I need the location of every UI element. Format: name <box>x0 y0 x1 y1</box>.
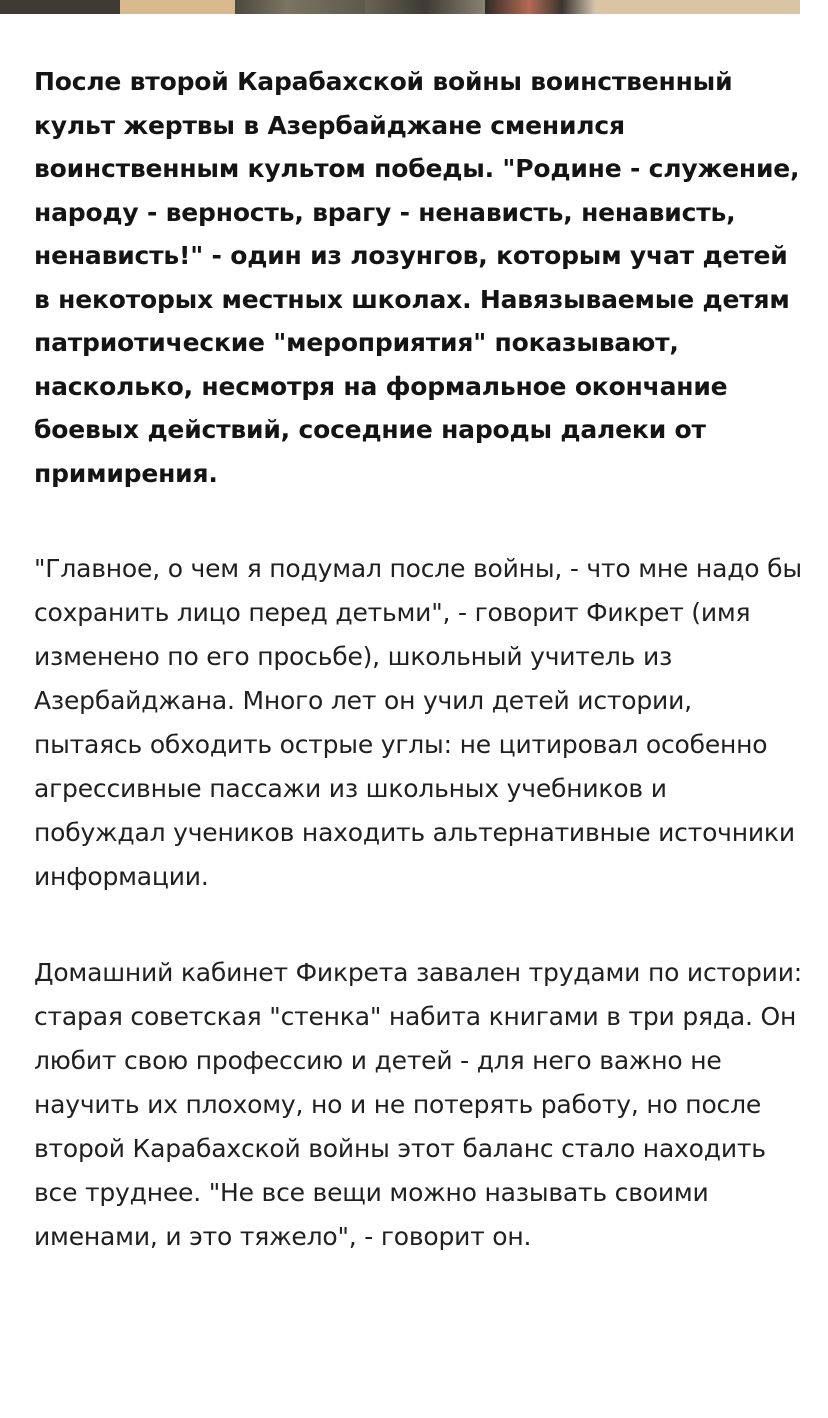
article-body <box>34 60 804 1259</box>
image-segment <box>120 0 235 14</box>
article-paragraph: "Главное, о чем я подумал после войны, - что мне надо бы сохранить лицо перед детьми", - говорит Фикрет (имя изменено по его просьбе), школьный учитель из Азербайджана. Много лет он учил детей истории, пытаясь обходить острые углы: не цитировал особенно агрессивные пассажи из школьных учебников и побуждал учеников находить альтернативные источники информации. <box>34 554 802 891</box>
article-lead: После второй Карабахской войны воинственный культ жертвы в Азербайджане сменился воинственным культом победы. "Родине - служение, народу - верность, врагу - ненависть, ненависть, ненависть!" - один из лозунгов, которым учат детей в некоторых местных школах. Навязываемые детям патриотические "мероприятия" показывают, насколько, несмотря на формальное окончание боевых действий, соседние народы далеки от примирения. <box>34 67 800 488</box>
image-segment <box>595 0 800 14</box>
article-header-image <box>0 0 828 14</box>
image-segment <box>485 0 595 14</box>
image-segment <box>365 0 485 14</box>
image-segment <box>0 0 120 14</box>
image-segment <box>800 0 828 14</box>
image-segment <box>235 0 365 14</box>
article-paragraph: Домашний кабинет Фикрета завален трудами по истории: старая советская "стенка" набита книгами в три ряда. Он любит свою профессию и детей - для него важно не научить их плохому, но и не потерять работу, но после второй Карабахской войны этот баланс стало находить все труднее. "Не все вещи можно называть своими именами, и это тяжело", - говорит он. <box>34 958 802 1251</box>
